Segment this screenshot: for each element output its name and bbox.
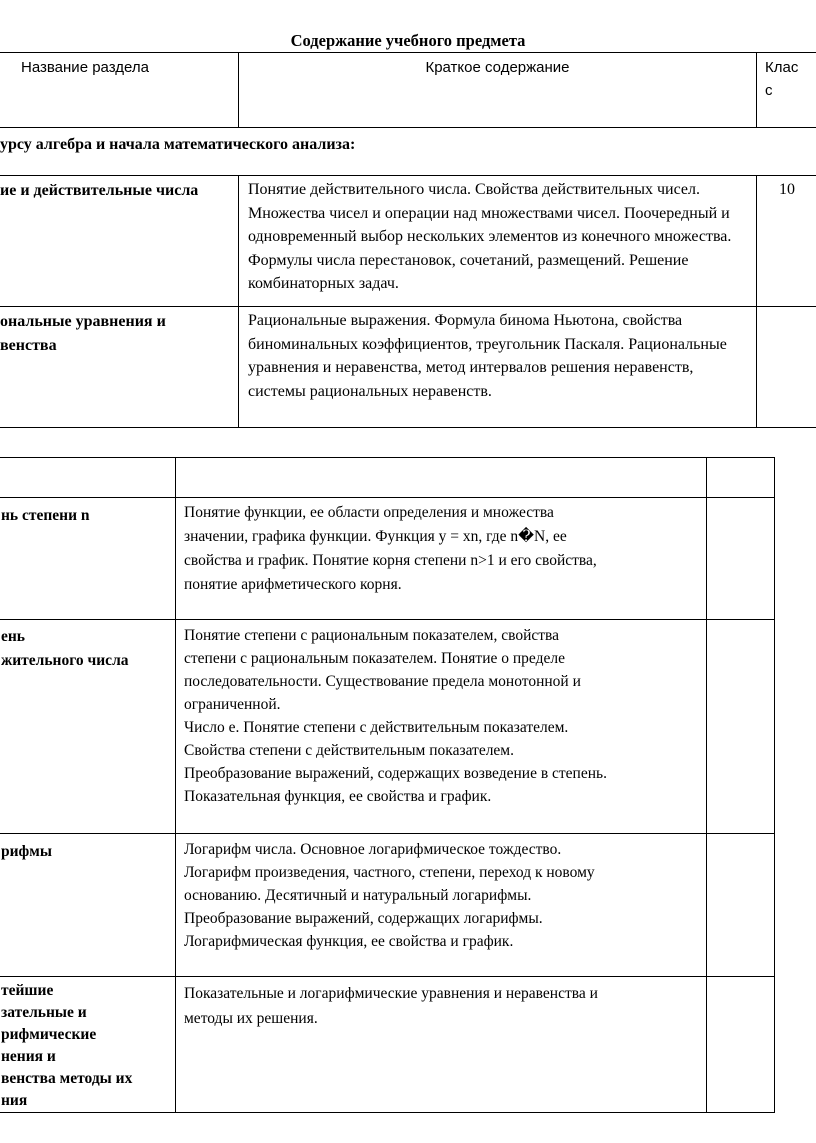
content-line: значении, графика функции. Функция y = xn, где n�N, ее	[184, 528, 567, 545]
content-line: Показательные и логарифмические уравнения и неравенства и	[184, 985, 598, 1002]
section-content: Понятие действительного числа. Свойства действительных чисел. Множества чисел и операции над множествами чисел. Поочередный и одновременный выбор нескольких элементов из конечного множества. Формулы числа перестановок, сочетаний, размещений. Решение комбинаторных задач.	[239, 176, 757, 307]
content-line: Понятие функции, ее области определения и множества	[184, 504, 554, 521]
section-grade	[707, 620, 775, 834]
section-name	[0, 620, 176, 834]
section-grade: 10	[757, 176, 816, 307]
section-content: Рациональные выражения. Формула бинома Ньютона, свойства биноминальных коэффициентов, треугольник Паскаля. Рациональные уравнения и неравенства, метод интервалов решения неравенств, системы рациональных неравенств.	[239, 307, 757, 428]
header-class-line2: с	[765, 82, 773, 99]
content-line: Преобразование выражений, содержащих возведение в степень.	[184, 765, 607, 782]
section-name: нь степени n	[0, 498, 176, 620]
content-line: Число е. Понятие степени с действительным показателем.	[184, 719, 569, 736]
section-name-line2: венства	[0, 337, 57, 354]
section-content	[176, 834, 707, 977]
section-name-line1: ональные уравнения и	[0, 313, 166, 330]
section-content	[176, 977, 707, 1113]
table-header-row	[0, 53, 816, 128]
section-grade	[707, 977, 775, 1113]
content-line: методы их решения.	[184, 1010, 318, 1027]
empty-header-cell	[707, 458, 775, 498]
content-line: Логарифмическая функция, ее свойства и график.	[184, 933, 514, 950]
table-header-row	[0, 458, 775, 498]
content-table-1	[0, 52, 816, 428]
section-name-line4: нения и	[1, 1048, 56, 1065]
section-content	[176, 498, 707, 620]
content-line: понятие арифметического корня.	[184, 576, 402, 593]
section-name	[0, 977, 176, 1113]
table-row	[0, 834, 775, 977]
page-title: Содержание учебного предмета	[290, 31, 526, 50]
content-table-2	[0, 457, 775, 1113]
section-name-line2: зательные и	[1, 1004, 87, 1021]
content-line: степени с рациональным показателем. Понятие о пределе	[184, 650, 565, 667]
header-content: Краткое содержание	[239, 53, 757, 128]
content-line: Показательная функция, ее свойства и график.	[184, 788, 492, 805]
section-name	[0, 307, 239, 428]
content-line: Логарифм произведения, частного, степени, переход к новому	[184, 864, 595, 881]
section-name-line5: венства методы их	[1, 1070, 133, 1087]
header-class-line1: Клас	[765, 59, 799, 76]
content-line: Понятие степени с рациональным показателем, свойства	[184, 627, 560, 644]
table-row	[0, 977, 775, 1113]
course-heading-row	[0, 128, 816, 176]
section-name-line3: рифмические	[1, 1026, 97, 1043]
table-row	[0, 307, 816, 428]
empty-header-cell	[176, 458, 707, 498]
course-heading: урсу алгебра и начала математического анализа:	[0, 128, 816, 176]
section-name: ие и действительные числа	[0, 176, 239, 307]
content-line: последовательности. Существование предела монотонной и	[184, 673, 581, 690]
table-row	[0, 176, 816, 307]
content-line: Преобразование выражений, содержащих логарифмы.	[184, 910, 543, 927]
section-grade	[757, 307, 816, 428]
section-name-line6: ния	[1, 1092, 28, 1109]
empty-header-cell	[0, 458, 176, 498]
table-row	[0, 620, 775, 834]
section-name-line1: ень	[1, 628, 26, 645]
header-section-name: Название раздела	[0, 53, 239, 128]
content-line: ограниченной.	[184, 696, 281, 713]
content-line: Логарифм числа. Основное логарифмическое тождество.	[184, 841, 562, 858]
section-name-line1: тейшие	[1, 982, 54, 999]
content-line: основанию. Десятичный и натуральный логарифмы.	[184, 887, 532, 904]
section-grade	[707, 498, 775, 620]
section-grade	[707, 834, 775, 977]
content-line: свойства и график. Понятие корня степени n>1 и его свойства,	[184, 552, 597, 569]
section-name-line2: жительного числа	[1, 652, 129, 669]
content-line: Свойства степени с действительным показателем.	[184, 742, 514, 759]
header-class	[757, 53, 816, 128]
section-content	[176, 620, 707, 834]
table-row	[0, 498, 775, 620]
section-name: рифмы	[0, 834, 176, 977]
